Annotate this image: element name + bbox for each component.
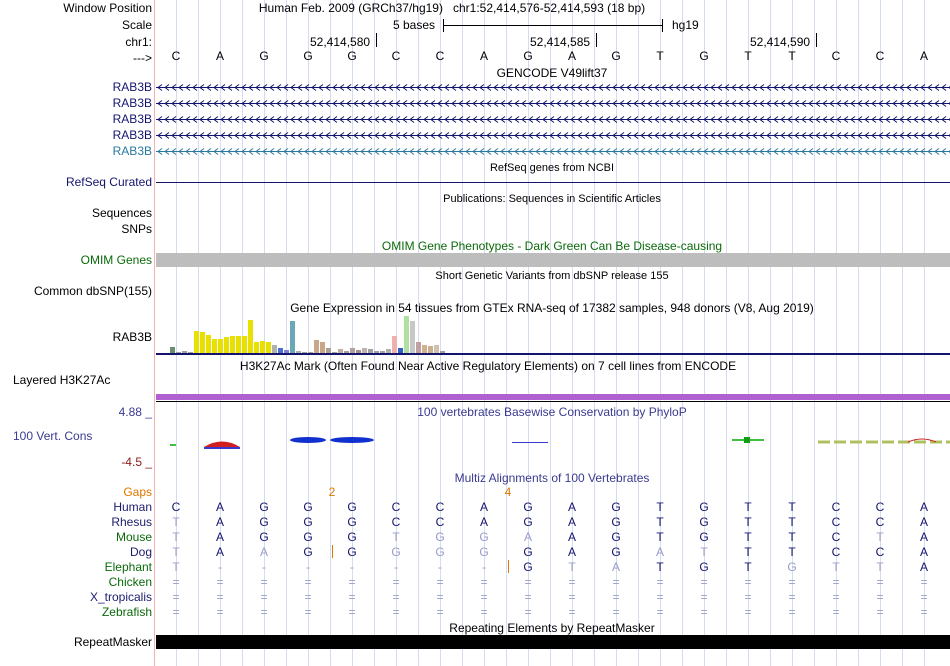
alignment-base: - xyxy=(262,560,266,574)
alignment-base: A xyxy=(215,530,224,544)
alignment-base: A xyxy=(919,560,928,574)
scale-bar-right-tick xyxy=(662,19,663,32)
coordinate-label-1: 52,414,580 xyxy=(310,35,371,49)
alignment-base: C xyxy=(435,500,445,514)
alignment-base: G xyxy=(303,515,313,529)
alignment-base: A xyxy=(479,515,488,529)
alignment-base: = xyxy=(304,590,312,604)
alignment-base: = xyxy=(700,590,708,604)
alignment-base: = xyxy=(260,605,268,619)
gencode-transcript-label-3[interactable]: RAB3B xyxy=(112,112,152,126)
alignment-base: = xyxy=(568,605,576,619)
alignment-base: G xyxy=(523,560,533,574)
alignment-base: = xyxy=(656,605,664,619)
alignment-base: = xyxy=(788,590,796,604)
alignment-base: T xyxy=(568,560,576,574)
publications-snps-label[interactable]: SNPs xyxy=(121,222,152,236)
alignment-base: T xyxy=(172,515,180,529)
alignment-base: = xyxy=(656,590,664,604)
window-position-label[interactable]: Window Position xyxy=(63,1,152,15)
reference-base: T xyxy=(656,49,664,63)
gencode-transcript-line[interactable] xyxy=(156,131,950,140)
gencode-transcript-line[interactable] xyxy=(156,147,950,156)
alignment-base: = xyxy=(744,575,752,589)
alignment-base: = xyxy=(568,590,576,604)
dbsnp-track-label[interactable]: Common dbSNP(155) xyxy=(33,284,152,298)
alignment-base: = xyxy=(392,605,400,619)
coordinate-label-3: 52,414,590 xyxy=(750,35,811,49)
alignment-base: A xyxy=(567,530,576,544)
phylop-mark-6 xyxy=(512,442,548,443)
reference-base: G xyxy=(303,49,313,63)
alignment-base: T xyxy=(744,530,752,544)
gtex-bar-plot[interactable] xyxy=(156,315,950,353)
phylop-track-label[interactable]: 100 Vert. Cons xyxy=(13,429,93,443)
gtex-tissue-bar[interactable] xyxy=(314,340,319,353)
refseq-track-label[interactable]: RefSeq Curated xyxy=(65,175,152,189)
coordinate-tick-3 xyxy=(816,33,817,47)
publications-sequences-label[interactable]: Sequences xyxy=(91,206,152,220)
alignment-base: = xyxy=(436,575,444,589)
alignment-base: T xyxy=(876,560,884,574)
alignment-base: = xyxy=(832,605,840,619)
alignment-base: = xyxy=(612,590,620,604)
alignment-base: A xyxy=(655,545,664,559)
alignment-base: T xyxy=(788,545,796,559)
species-label-elephant[interactable]: Elephant xyxy=(104,560,152,574)
alignment-base: = xyxy=(348,605,356,619)
alignment-base: G xyxy=(523,545,533,559)
coordinate-tick-2 xyxy=(596,33,597,47)
alignment-base: = xyxy=(436,590,444,604)
alignment-base: G xyxy=(611,545,621,559)
alignment-base: G xyxy=(611,515,621,529)
reference-base: C xyxy=(171,49,181,63)
gap-count-2: 4 xyxy=(504,485,512,499)
alignment-base: A xyxy=(215,515,224,529)
coordinate-label-2: 52,414,585 xyxy=(530,35,591,49)
alignment-base: A xyxy=(567,515,576,529)
alignment-base: G xyxy=(479,530,489,544)
alignment-base: A xyxy=(523,530,532,544)
alignment-base: G xyxy=(611,500,621,514)
alignment-base: T xyxy=(392,530,400,544)
alignment-base: A xyxy=(259,545,268,559)
gtex-track-title: Gene Expression in 54 tissues from GTEx RNA-seq of 17382 samples, 948 donors (V8, Aug 2019) xyxy=(290,301,814,315)
alignment-base: G xyxy=(523,515,533,529)
alignment-base: G xyxy=(523,500,533,514)
alignment-base: G xyxy=(259,500,269,514)
reference-base: T xyxy=(744,49,752,63)
gtex-tissue-bar[interactable] xyxy=(290,321,295,353)
alignment-base: = xyxy=(524,605,532,619)
species-label-x-tropicalis[interactable]: X_tropicalis xyxy=(89,590,152,604)
alignment-base: = xyxy=(216,605,224,619)
gtex-tissue-bar[interactable] xyxy=(422,345,427,353)
gtex-tissue-bar[interactable] xyxy=(230,336,235,353)
alignment-base: G xyxy=(347,500,357,514)
alignment-base: G xyxy=(699,500,709,514)
reference-base: G xyxy=(347,49,357,63)
track-image-area[interactable] xyxy=(156,0,950,666)
assembly-text: Human Feb. 2009 (GRCh37/hg19) xyxy=(258,1,443,15)
alignment-base: = xyxy=(788,575,796,589)
alignment-base: A xyxy=(479,500,488,514)
alignment-base: T xyxy=(744,560,752,574)
species-label-chicken[interactable]: Chicken xyxy=(108,575,152,589)
alignment-base: C xyxy=(875,545,885,559)
alignment-base: G xyxy=(435,545,445,559)
gencode-transcript-line[interactable] xyxy=(156,83,950,92)
gtex-tissue-bar[interactable] xyxy=(242,336,247,353)
alignment-base: T xyxy=(656,515,664,529)
scale-db-text: hg19 xyxy=(672,18,699,32)
alignment-base: A xyxy=(611,560,620,574)
alignment-base: G xyxy=(435,530,445,544)
alignment-base: T xyxy=(172,530,180,544)
reference-base: G xyxy=(699,49,709,63)
refseq-gene-line[interactable] xyxy=(156,182,950,183)
gtex-tissue-bar[interactable] xyxy=(320,342,325,353)
reference-base: A xyxy=(479,49,488,63)
alignment-base: C xyxy=(831,515,841,529)
alignment-base: = xyxy=(480,605,488,619)
gtex-tissue-bar[interactable] xyxy=(224,337,229,353)
alignment-base: = xyxy=(480,575,488,589)
alignment-base: T xyxy=(172,560,180,574)
alignment-base: = xyxy=(920,605,928,619)
alignment-base: G xyxy=(303,530,313,544)
gencode-transcript-line[interactable] xyxy=(156,99,950,108)
phylop-signal[interactable] xyxy=(156,428,950,458)
reference-base: A xyxy=(919,49,928,63)
gtex-tissue-bar[interactable] xyxy=(212,339,217,353)
alignment-base: = xyxy=(920,575,928,589)
chrom-label[interactable]: chr1: xyxy=(125,35,152,49)
alignment-base: T xyxy=(788,530,796,544)
alignment-base: = xyxy=(260,590,268,604)
alignment-base: A xyxy=(567,545,576,559)
alignment-base: A xyxy=(567,500,576,514)
h3k27ac-track-label[interactable]: Layered H3K27Ac xyxy=(13,373,111,387)
alignment-base: C xyxy=(875,515,885,529)
dbsnp-track-title: Short Genetic Variants from dbSNP release 155 xyxy=(435,270,669,282)
phylop-mark-3 xyxy=(204,447,240,449)
reference-base: G xyxy=(523,49,533,63)
alignment-base: - xyxy=(438,560,442,574)
alignment-base: A xyxy=(215,545,224,559)
gtex-tissue-bar[interactable] xyxy=(272,345,277,353)
alignment-base: C xyxy=(391,515,401,529)
alignment-base: A xyxy=(215,500,224,514)
alignment-base: G xyxy=(347,530,357,544)
alignment-base: T xyxy=(172,545,180,559)
phylop-mark-1 xyxy=(170,444,176,446)
alignment-base: G xyxy=(259,530,269,544)
gencode-transcript-label-5[interactable]: RAB3B xyxy=(112,144,152,158)
gtex-track-label[interactable]: RAB3B xyxy=(112,330,152,344)
reference-base: C xyxy=(391,49,401,63)
alignment-base: T xyxy=(788,500,796,514)
gtex-tissue-bar[interactable] xyxy=(416,342,421,353)
phylop-max-label: 4.88 _ xyxy=(118,405,152,419)
h3k27ac-baseline xyxy=(156,401,950,402)
gtex-tissue-bar[interactable] xyxy=(236,336,241,353)
alignment-base: = xyxy=(876,605,884,619)
reference-base: A xyxy=(215,49,224,63)
gap-count-1: 2 xyxy=(328,485,336,499)
repeatmasker-track-title: Repeating Elements by RepeatMasker xyxy=(449,621,655,635)
gtex-tissue-bar[interactable] xyxy=(392,336,397,353)
gtex-tissue-bar[interactable] xyxy=(266,342,271,353)
alignment-base: T xyxy=(876,530,884,544)
gtex-tissue-bar[interactable] xyxy=(410,321,415,353)
alignment-base: - xyxy=(482,560,486,574)
alignment-base: = xyxy=(348,575,356,589)
alignment-base: G xyxy=(699,530,709,544)
gtex-baseline xyxy=(156,353,950,355)
h3k27ac-signal[interactable] xyxy=(156,394,950,400)
alignment-base: = xyxy=(920,590,928,604)
alignment-base: G xyxy=(611,530,621,544)
publications-track-title: Publications: Sequences in Scientific Articles xyxy=(443,193,661,205)
alignment-base: = xyxy=(612,605,620,619)
alignment-base: G xyxy=(699,515,709,529)
alignment-base: G xyxy=(699,560,709,574)
reference-base: C xyxy=(831,49,841,63)
alignment-base: = xyxy=(524,575,532,589)
alignment-base: G xyxy=(303,545,313,559)
gencode-transcript-line[interactable] xyxy=(156,115,950,124)
alignment-base: = xyxy=(260,575,268,589)
reference-base: A xyxy=(567,49,576,63)
scale-bar-left-tick xyxy=(443,19,444,32)
coordinate-tick-1 xyxy=(376,33,377,47)
strand-arrow-label[interactable]: ---> xyxy=(133,51,152,65)
alignment-base: = xyxy=(744,605,752,619)
alignment-base: G xyxy=(347,515,357,529)
alignment-base: = xyxy=(876,590,884,604)
alignment-base: = xyxy=(832,590,840,604)
alignment-base: T xyxy=(744,515,752,529)
omim-track-title: OMIM Gene Phenotypes - Dark Green Can Be Disease-causing xyxy=(381,239,723,253)
alignment-base: = xyxy=(480,590,488,604)
alignment-base: = xyxy=(348,590,356,604)
alignment-base: = xyxy=(436,605,444,619)
gtex-tissue-bar[interactable] xyxy=(428,346,433,353)
gtex-tissue-bar[interactable] xyxy=(194,331,199,353)
alignment-base: = xyxy=(656,575,664,589)
multiz-track-title: Multiz Alignments of 100 Vertebrates xyxy=(454,471,650,485)
alignment-base: T xyxy=(744,500,752,514)
reference-base: T xyxy=(788,49,796,63)
alignment-base: A xyxy=(919,545,928,559)
gtex-tissue-bar[interactable] xyxy=(404,316,409,353)
alignment-base: C xyxy=(875,500,885,514)
alignment-base: = xyxy=(216,590,224,604)
scale-bar xyxy=(443,25,663,26)
species-label-zebrafish[interactable]: Zebrafish xyxy=(101,605,152,619)
h3k27ac-track-title: H3K27Ac Mark (Often Found Near Active Regulatory Elements) on 7 cell lines from ENCODE xyxy=(239,359,737,373)
alignment-base: = xyxy=(172,605,180,619)
gencode-transcript-label-4[interactable]: RAB3B xyxy=(112,128,152,142)
reference-base: C xyxy=(875,49,885,63)
alignment-base: = xyxy=(304,575,312,589)
gencode-transcript-label-2[interactable]: RAB3B xyxy=(112,96,152,110)
alignment-base: = xyxy=(788,605,796,619)
reference-base: G xyxy=(259,49,269,63)
alignment-base: T xyxy=(788,515,796,529)
alignment-base: G xyxy=(347,545,357,559)
position-text: chr1:52,414,576-52,414,593 (18 bp) xyxy=(452,1,646,15)
alignment-base: C xyxy=(831,545,841,559)
alignment-base: G xyxy=(479,545,489,559)
alignment-base: G xyxy=(259,515,269,529)
phylop-mark-5 xyxy=(330,437,374,443)
gtex-tissue-bar[interactable] xyxy=(260,341,265,353)
species-label-mouse[interactable]: Mouse xyxy=(115,530,152,544)
alignment-base: = xyxy=(304,605,312,619)
alignment-base: G xyxy=(303,500,313,514)
omim-track-label[interactable]: OMIM Genes xyxy=(80,253,152,267)
gencode-transcript-label-1[interactable]: RAB3B xyxy=(112,80,152,94)
alignment-base: C xyxy=(831,500,841,514)
ruler-header xyxy=(259,1,645,15)
gtex-tissue-bar[interactable] xyxy=(254,342,259,353)
alignment-base: T xyxy=(656,530,664,544)
alignment-base: - xyxy=(306,560,310,574)
label-divider xyxy=(154,0,155,666)
alignment-base: T xyxy=(656,560,664,574)
gtex-tissue-bar[interactable] xyxy=(434,345,439,353)
alignment-base: = xyxy=(392,575,400,589)
repeatmasker-track-label[interactable]: RepeatMasker xyxy=(73,635,152,649)
alignment-base: - xyxy=(394,560,398,574)
phylop-min-label: -4.5 _ xyxy=(121,455,152,469)
alignment-base: = xyxy=(172,590,180,604)
insertion-mark-elephant xyxy=(508,560,509,573)
alignment-base: = xyxy=(832,575,840,589)
species-label-dog[interactable]: Dog xyxy=(129,545,152,559)
phylop-mark-8 xyxy=(744,437,750,443)
alignment-base: = xyxy=(876,575,884,589)
gtex-tissue-bar[interactable] xyxy=(248,320,253,353)
alignment-base: = xyxy=(744,590,752,604)
scale-label[interactable]: Scale xyxy=(121,18,152,32)
alignment-base: C xyxy=(831,530,841,544)
alignment-base: = xyxy=(216,575,224,589)
repeatmasker-block[interactable] xyxy=(156,635,950,649)
alignment-base: = xyxy=(392,590,400,604)
alignment-base: - xyxy=(350,560,354,574)
phylop-mark-4 xyxy=(290,437,326,443)
track-label-column xyxy=(0,0,155,666)
alignment-base: - xyxy=(218,560,222,574)
gencode-track-title: GENCODE V49lift37 xyxy=(496,66,608,80)
alignment-base: T xyxy=(656,500,664,514)
species-label-rhesus[interactable]: Rhesus xyxy=(111,515,152,529)
alignment-base: T xyxy=(832,560,840,574)
alignment-base: = xyxy=(568,575,576,589)
alignment-base: G xyxy=(787,560,797,574)
alignment-base: C xyxy=(171,500,181,514)
alignment-base: = xyxy=(700,575,708,589)
reference-base: G xyxy=(611,49,621,63)
reference-base: C xyxy=(435,49,445,63)
alignment-base: G xyxy=(391,545,401,559)
refseq-track-title: RefSeq genes from NCBI xyxy=(489,162,615,174)
alignment-base: = xyxy=(612,575,620,589)
alignment-base: C xyxy=(435,515,445,529)
alignment-base: = xyxy=(700,605,708,619)
alignment-base: A xyxy=(919,500,928,514)
omim-gene-bar[interactable] xyxy=(156,253,950,267)
multiz-gaps-label[interactable]: Gaps xyxy=(123,485,152,499)
alignment-base: T xyxy=(700,545,708,559)
alignment-base: A xyxy=(919,515,928,529)
phylop-track-title: 100 vertebrates Basewise Conservation by PhyloP xyxy=(417,405,687,419)
alignment-base: = xyxy=(172,575,180,589)
species-label-human[interactable]: Human xyxy=(113,500,152,514)
gtex-tissue-bar[interactable] xyxy=(206,335,211,353)
insertion-mark-dog xyxy=(332,545,333,558)
scale-bases-text: 5 bases xyxy=(393,18,436,32)
gtex-tissue-bar[interactable] xyxy=(200,332,205,353)
gtex-tissue-bar[interactable] xyxy=(218,339,223,353)
alignment-base: C xyxy=(391,500,401,514)
phylop-mark-2 xyxy=(204,442,240,448)
alignment-base: = xyxy=(524,590,532,604)
alignment-base: T xyxy=(744,545,752,559)
alignment-base: A xyxy=(919,530,928,544)
